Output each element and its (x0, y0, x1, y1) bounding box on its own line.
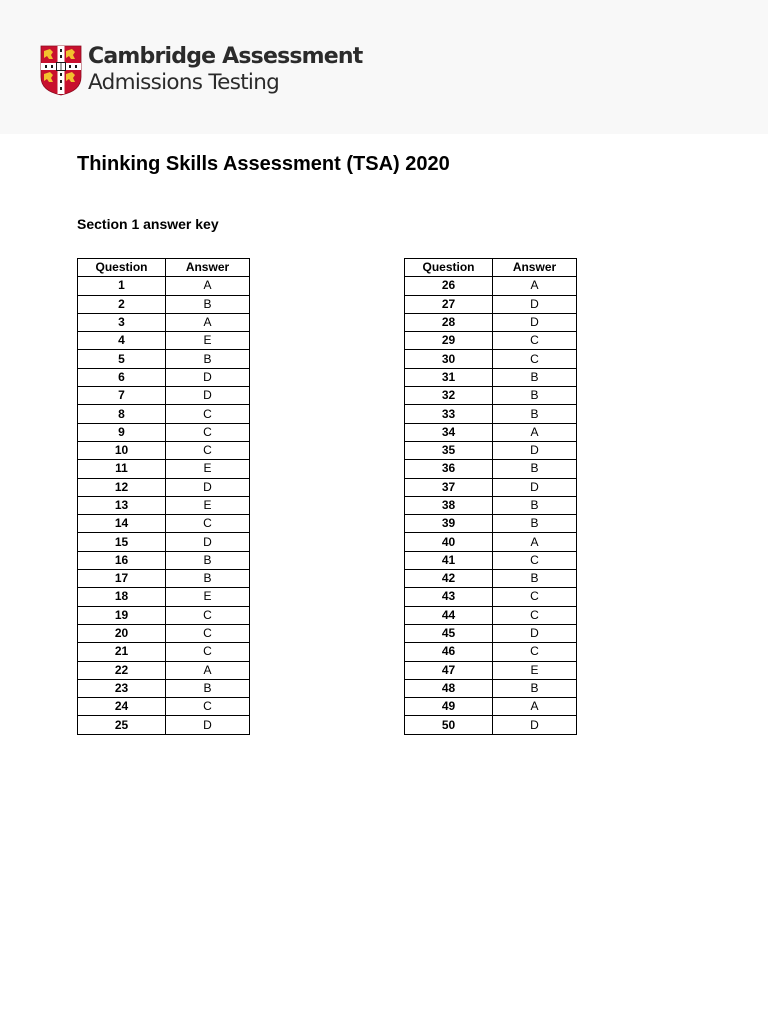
table-row (78, 661, 250, 679)
table-row (78, 624, 250, 642)
answer-cell: A (493, 698, 577, 716)
answer-cell: C (166, 441, 250, 459)
answer-cell: D (493, 441, 577, 459)
question-number-cell: 24 (78, 698, 166, 716)
answer-cell: E (166, 460, 250, 478)
table-row (405, 496, 577, 514)
table-row (405, 387, 577, 405)
question-number-cell: 2 (78, 295, 166, 313)
cambridge-crest-icon (40, 45, 82, 96)
question-number-cell: 31 (405, 368, 493, 386)
answer-cell: E (166, 496, 250, 514)
table-row (405, 551, 577, 569)
table-row (78, 698, 250, 716)
question-number-cell: 43 (405, 588, 493, 606)
question-number-cell: 32 (405, 387, 493, 405)
answer-cell: B (493, 679, 577, 697)
table-row (405, 624, 577, 642)
page-title: Thinking Skills Assessment (TSA) 2020 (77, 153, 450, 175)
answer-cell: D (493, 478, 577, 496)
table-row (78, 515, 250, 533)
answer-cell: E (166, 332, 250, 350)
cambridge-logo (40, 44, 362, 96)
table-row (405, 313, 577, 331)
question-number-cell: 26 (405, 277, 493, 295)
answer-cell: B (493, 570, 577, 588)
column-header-question: Question (405, 259, 493, 277)
table-row (78, 350, 250, 368)
question-number-cell: 8 (78, 405, 166, 423)
question-number-cell: 18 (78, 588, 166, 606)
answer-cell: C (166, 405, 250, 423)
table-row (405, 716, 577, 734)
question-number-cell: 41 (405, 551, 493, 569)
answer-cell: A (166, 661, 250, 679)
table-row (78, 387, 250, 405)
question-number-cell: 25 (78, 716, 166, 734)
table-row (405, 515, 577, 533)
answer-table-left (77, 258, 250, 735)
logo-subtitle: Admissions Testing (88, 70, 280, 95)
question-number-cell: 42 (405, 570, 493, 588)
question-number-cell: 7 (78, 387, 166, 405)
table-row (78, 423, 250, 441)
table-row (78, 441, 250, 459)
table-row (78, 679, 250, 697)
question-number-cell: 5 (78, 350, 166, 368)
question-number-cell: 45 (405, 624, 493, 642)
table-row (78, 716, 250, 734)
question-number-cell: 15 (78, 533, 166, 551)
table-row (405, 570, 577, 588)
answer-cell: A (493, 533, 577, 551)
table-row (405, 405, 577, 423)
column-header-answer: Answer (493, 259, 577, 277)
table-row (405, 295, 577, 313)
table-header-row (405, 259, 577, 277)
table-row (78, 570, 250, 588)
question-number-cell: 9 (78, 423, 166, 441)
answer-cell: C (166, 606, 250, 624)
question-number-cell: 30 (405, 350, 493, 368)
table-row (78, 295, 250, 313)
table-row (78, 533, 250, 551)
answer-cell: B (166, 570, 250, 588)
table-row (78, 606, 250, 624)
section-heading: Section 1 answer key (77, 216, 219, 232)
column-header-question: Question (78, 259, 166, 277)
answer-cell: B (166, 350, 250, 368)
question-number-cell: 33 (405, 405, 493, 423)
question-number-cell: 48 (405, 679, 493, 697)
question-number-cell: 37 (405, 478, 493, 496)
question-number-cell: 40 (405, 533, 493, 551)
question-number-cell: 39 (405, 515, 493, 533)
table-row (405, 533, 577, 551)
question-number-cell: 46 (405, 643, 493, 661)
table-row (78, 588, 250, 606)
answer-cell: D (493, 313, 577, 331)
answer-cell: C (493, 588, 577, 606)
answer-cell: B (166, 551, 250, 569)
answer-cell: B (166, 679, 250, 697)
table-row (405, 441, 577, 459)
answer-cell: D (493, 624, 577, 642)
question-number-cell: 36 (405, 460, 493, 478)
answer-cell: B (493, 515, 577, 533)
answer-cell: C (166, 423, 250, 441)
table-row (405, 698, 577, 716)
answer-cell: B (166, 295, 250, 313)
question-number-cell: 11 (78, 460, 166, 478)
question-number-cell: 19 (78, 606, 166, 624)
table-row (405, 643, 577, 661)
table-row (405, 332, 577, 350)
question-number-cell: 47 (405, 661, 493, 679)
table-row (78, 277, 250, 295)
question-number-cell: 10 (78, 441, 166, 459)
answer-cell: D (166, 533, 250, 551)
question-number-cell: 34 (405, 423, 493, 441)
answer-cell: E (493, 661, 577, 679)
answer-cell: B (493, 368, 577, 386)
table-row (405, 368, 577, 386)
table-row (78, 405, 250, 423)
question-number-cell: 27 (405, 295, 493, 313)
table-row (78, 332, 250, 350)
table-row (78, 368, 250, 386)
table-row (405, 661, 577, 679)
answer-cell: D (166, 387, 250, 405)
table-row (405, 478, 577, 496)
table-row (405, 277, 577, 295)
question-number-cell: 38 (405, 496, 493, 514)
table-row (405, 588, 577, 606)
logo-title: Cambridge Assessment (88, 44, 363, 69)
question-number-cell: 35 (405, 441, 493, 459)
table-row (78, 496, 250, 514)
table-row (405, 606, 577, 624)
table-row (405, 423, 577, 441)
answer-cell: C (493, 551, 577, 569)
question-number-cell: 23 (78, 679, 166, 697)
question-number-cell: 28 (405, 313, 493, 331)
answer-cell: B (493, 496, 577, 514)
table-row (78, 313, 250, 331)
table-row (78, 551, 250, 569)
question-number-cell: 49 (405, 698, 493, 716)
answer-cell: D (493, 716, 577, 734)
answer-cell: B (493, 405, 577, 423)
answer-cell: E (166, 588, 250, 606)
answer-cell: D (166, 368, 250, 386)
question-number-cell: 12 (78, 478, 166, 496)
table-row (405, 350, 577, 368)
column-header-answer: Answer (166, 259, 250, 277)
question-number-cell: 14 (78, 515, 166, 533)
answer-cell: C (493, 332, 577, 350)
question-number-cell: 22 (78, 661, 166, 679)
answer-cell: C (493, 350, 577, 368)
answer-cell: B (493, 387, 577, 405)
answer-cell: C (166, 698, 250, 716)
answer-cell: C (166, 624, 250, 642)
answer-cell: A (166, 313, 250, 331)
question-number-cell: 21 (78, 643, 166, 661)
answer-cell: C (493, 643, 577, 661)
table-row (405, 460, 577, 478)
table-row (78, 478, 250, 496)
question-number-cell: 6 (78, 368, 166, 386)
table-header-row (78, 259, 250, 277)
answer-cell: C (166, 643, 250, 661)
table-row (405, 679, 577, 697)
answer-table-right (404, 258, 577, 735)
answer-cell: C (166, 515, 250, 533)
answer-cell: A (493, 277, 577, 295)
answer-cell: D (166, 716, 250, 734)
table-row (78, 643, 250, 661)
question-number-cell: 3 (78, 313, 166, 331)
question-number-cell: 4 (78, 332, 166, 350)
question-number-cell: 17 (78, 570, 166, 588)
answer-cell: A (493, 423, 577, 441)
question-number-cell: 29 (405, 332, 493, 350)
question-number-cell: 1 (78, 277, 166, 295)
question-number-cell: 16 (78, 551, 166, 569)
question-number-cell: 44 (405, 606, 493, 624)
answer-cell: A (166, 277, 250, 295)
answer-cell: C (493, 606, 577, 624)
answer-cell: B (493, 460, 577, 478)
answer-cell: D (493, 295, 577, 313)
question-number-cell: 20 (78, 624, 166, 642)
answer-cell: D (166, 478, 250, 496)
table-row (78, 460, 250, 478)
question-number-cell: 50 (405, 716, 493, 734)
question-number-cell: 13 (78, 496, 166, 514)
